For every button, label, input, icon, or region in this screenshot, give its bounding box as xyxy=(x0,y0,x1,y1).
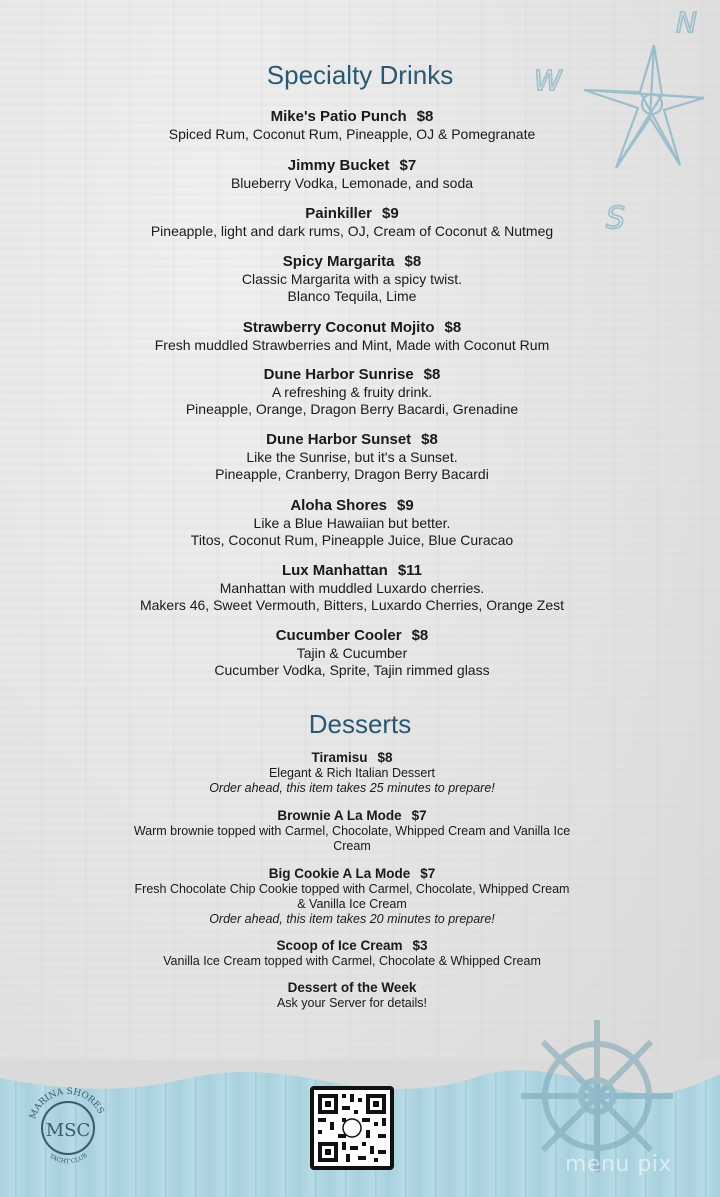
drink-item xyxy=(130,497,574,548)
item-heading xyxy=(130,431,574,449)
logo-top-text: MARINA SHORES xyxy=(28,1086,106,1121)
dessert-item xyxy=(130,980,574,1011)
dessert-item xyxy=(130,866,574,927)
item-price: $9 xyxy=(397,497,414,514)
item-heading xyxy=(130,157,574,175)
dessert-item xyxy=(130,938,574,969)
drink-item xyxy=(130,366,574,417)
qr-code[interactable] xyxy=(310,1086,394,1170)
item-heading xyxy=(130,497,574,515)
item-name: Dessert of the Week xyxy=(287,980,417,995)
item-name: Jimmy Bucket xyxy=(287,157,390,174)
drink-item xyxy=(130,205,574,240)
item-description: Vanilla Ice Cream topped with Carmel, Chocolate & Whipped Cream xyxy=(163,954,541,968)
item-name: Dune Harbor Sunset xyxy=(266,431,412,448)
item-heading xyxy=(130,866,574,882)
item-description: Like the Sunrise, but it's a Sunset. xyxy=(246,449,458,465)
item-description: Spiced Rum, Coconut Rum, Pineapple, OJ & Pomegranate xyxy=(168,126,536,142)
item-heading xyxy=(130,253,574,271)
item-price: $8 xyxy=(416,108,434,125)
item-heading xyxy=(130,980,574,996)
item-description: Classic Margarita with a spicy twist. xyxy=(241,271,463,287)
item-heading xyxy=(130,319,574,337)
logo-bottom-text: YACHT CLUB xyxy=(48,1152,89,1166)
item-heading xyxy=(130,562,574,580)
item-description: Pineapple, light and dark rums, OJ, Cream of Coconut & Nutmeg xyxy=(150,223,554,239)
item-price: $8 xyxy=(423,366,441,383)
specialty-drinks-title: Specialty Drinks xyxy=(266,60,454,90)
watermark: menu pix xyxy=(565,1152,672,1177)
drink-item xyxy=(130,562,574,613)
item-name: Aloha Shores xyxy=(290,497,387,514)
item-description: Manhattan with muddled Luxardo cherries. xyxy=(219,580,485,596)
item-price: $7 xyxy=(399,157,417,174)
item-price: $8 xyxy=(444,319,462,336)
item-heading xyxy=(130,627,574,645)
item-price: $8 xyxy=(421,431,438,448)
item-heading xyxy=(130,808,574,824)
item-description: Pineapple, Orange, Dragon Berry Bacardi, Grenadine xyxy=(185,400,519,417)
item-price: $8 xyxy=(377,750,393,765)
compass-n: N xyxy=(676,6,697,39)
compass-w: W xyxy=(534,64,562,97)
item-price: $7 xyxy=(411,808,427,823)
item-name: Mike's Patio Punch xyxy=(270,108,407,125)
item-price: $8 xyxy=(404,253,422,270)
dessert-item xyxy=(130,808,574,854)
item-description: Like a Blue Hawaiian but better. xyxy=(253,515,451,531)
drink-item xyxy=(130,253,574,304)
item-description: Ask your Server for details! xyxy=(276,996,428,1010)
item-description: Blueberry Vodka, Lemonade, and soda xyxy=(230,175,474,191)
item-name: Cucumber Cooler xyxy=(275,627,402,644)
item-name: Lux Manhattan xyxy=(281,562,388,579)
item-price: $8 xyxy=(411,627,429,644)
compass-s: S xyxy=(606,201,626,236)
item-description: Titos, Coconut Rum, Pineapple Juice, Blue Curacao xyxy=(190,531,514,548)
item-heading xyxy=(130,205,574,223)
item-name: Tiramisu xyxy=(311,750,368,765)
item-description: Tajin & Cucumber xyxy=(296,645,408,661)
item-description: Elegant & Rich Italian Dessert xyxy=(268,766,436,780)
item-note: Order ahead, this item takes 25 minutes to prepare! xyxy=(209,781,495,795)
item-description: Fresh Chocolate Chip Cookie topped with Carmel, Chocolate, Whipped Cream & Vanilla Ice Cream xyxy=(134,882,570,911)
item-price: $9 xyxy=(382,205,399,222)
item-heading xyxy=(130,750,574,766)
qr-code-icon xyxy=(310,1086,394,1170)
drink-item xyxy=(130,157,574,192)
item-name: Scoop of Ice Cream xyxy=(276,938,403,953)
svg-text:MARINA SHORES xyxy=(28,1087,105,1121)
item-description: Pineapple, Cranberry, Dragon Berry Bacardi xyxy=(215,465,489,482)
item-note: Order ahead, this item takes 20 minutes to prepare! xyxy=(209,912,495,926)
item-name: Strawberry Coconut Mojito xyxy=(242,319,435,336)
item-price: $3 xyxy=(412,938,428,953)
item-name: Painkiller xyxy=(305,205,372,222)
item-heading xyxy=(130,938,574,954)
item-name: Brownie A La Mode xyxy=(277,808,402,823)
item-description: Fresh muddled Strawberries and Mint, Made with Coconut Rum xyxy=(154,337,550,353)
desserts-title: Desserts xyxy=(308,709,412,739)
drink-item xyxy=(130,108,574,143)
item-heading xyxy=(130,366,574,384)
marina-shores-logo xyxy=(26,1078,110,1174)
item-price: $11 xyxy=(397,562,423,579)
drink-item xyxy=(130,627,574,678)
item-heading xyxy=(130,108,574,126)
drink-item xyxy=(130,319,574,354)
item-description: Warm brownie topped with Carmel, Chocolate, Whipped Cream and Vanilla Ice Cream xyxy=(133,824,571,853)
item-name: Big Cookie A La Mode xyxy=(268,866,411,881)
item-price: $7 xyxy=(420,866,436,881)
dessert-item xyxy=(130,750,574,796)
item-name: Dune Harbor Sunrise xyxy=(263,366,414,383)
item-description: Cucumber Vodka, Sprite, Tajin rimmed glass xyxy=(214,661,490,678)
logo-monogram: MSC xyxy=(45,1120,91,1141)
item-description: Blanco Tequila, Lime xyxy=(287,287,417,304)
drink-item xyxy=(130,431,574,482)
item-name: Spicy Margarita xyxy=(282,253,395,270)
item-description: Makers 46, Sweet Vermouth, Bitters, Luxardo Cherries, Orange Zest xyxy=(139,596,565,613)
item-description: A refreshing & fruity drink. xyxy=(271,384,433,400)
